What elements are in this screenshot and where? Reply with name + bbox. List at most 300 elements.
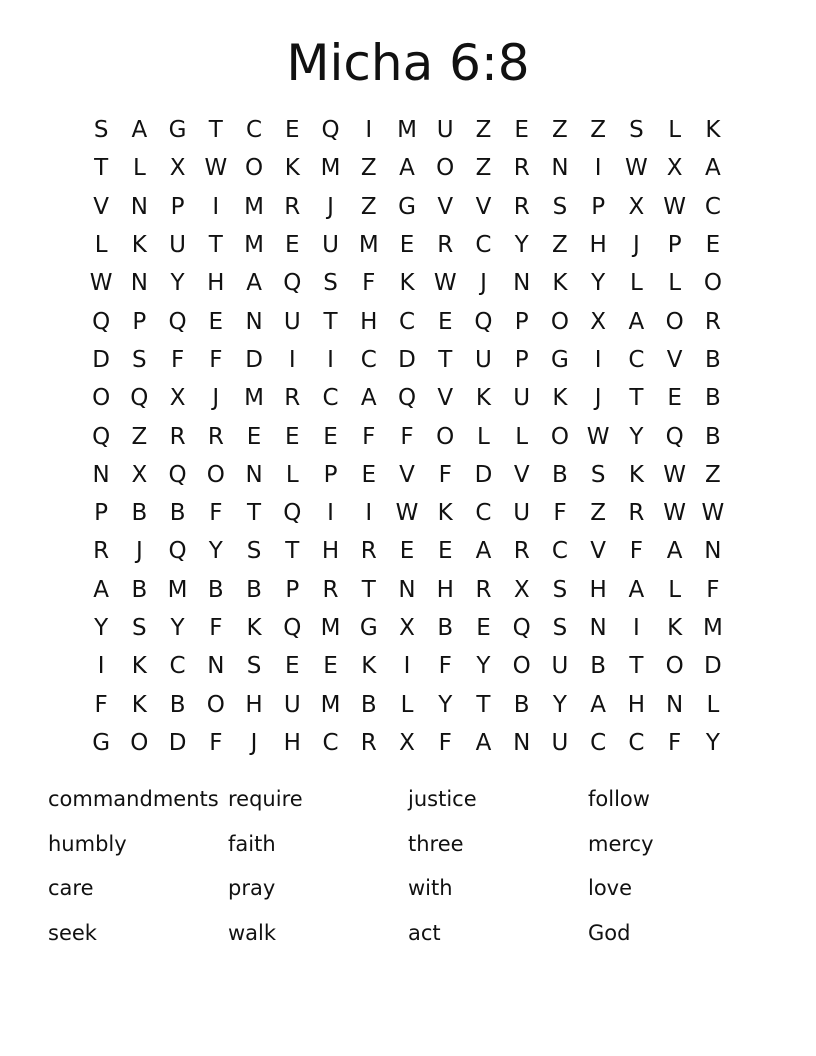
grid-letter: O: [436, 155, 455, 182]
grid-letter: K: [284, 155, 300, 182]
grid-letter: L: [400, 691, 414, 718]
grid-letter: S: [552, 576, 568, 603]
grid-letter: Q: [130, 385, 149, 412]
word-list: [48, 777, 788, 955]
letter-grid: [82, 111, 732, 762]
grid-letter: Z: [552, 232, 568, 259]
grid-letter: P: [132, 308, 147, 335]
grid-letter: M: [320, 691, 341, 718]
grid-letter: U: [475, 346, 492, 373]
grid-letter: S: [629, 117, 644, 144]
grid-letter: U: [322, 232, 339, 259]
grid-letter: R: [475, 576, 492, 603]
grid-letter: F: [209, 346, 223, 373]
grid-letter: P: [285, 576, 300, 603]
grid-letter: B: [513, 691, 530, 718]
grid-letter: E: [399, 232, 415, 259]
grid-letter: E: [323, 653, 338, 680]
grid-letter: R: [322, 576, 339, 603]
grid-row: [82, 111, 732, 149]
grid-letter: S: [93, 117, 109, 144]
grid-letter: W: [395, 500, 419, 527]
grid-letter: N: [245, 308, 263, 335]
grid-letter: L: [285, 461, 299, 488]
grid-letter: L: [706, 691, 720, 718]
grid-letter: F: [94, 691, 108, 718]
grid-letter: J: [250, 729, 258, 756]
grid-letter: J: [212, 385, 220, 412]
grid-letter: V: [93, 193, 109, 220]
grid-letter: E: [208, 308, 224, 335]
word-list-item: pray: [228, 876, 276, 901]
grid-letter: D: [704, 653, 722, 680]
grid-letter: E: [285, 423, 300, 450]
word-list-item: act: [408, 920, 441, 945]
grid-letter: F: [438, 461, 452, 488]
grid-letter: S: [552, 615, 568, 641]
grid-letter: B: [131, 500, 148, 527]
grid-letter: M: [397, 117, 417, 144]
grid-letter: P: [514, 308, 529, 335]
grid-letter: E: [437, 308, 453, 335]
grid-letter: Y: [94, 615, 109, 641]
grid-letter: K: [131, 653, 147, 680]
grid-letter: T: [438, 346, 453, 373]
word-row: [48, 911, 788, 956]
grid-letter: U: [283, 308, 301, 335]
grid-letter: E: [437, 538, 453, 565]
grid-letter: T: [629, 385, 644, 412]
grid-row: [82, 341, 732, 379]
grid-letter: H: [360, 308, 378, 335]
grid-letter: Y: [705, 729, 720, 756]
grid-letter: C: [628, 729, 645, 756]
grid-letter: R: [704, 308, 721, 335]
grid-letter: N: [398, 576, 416, 603]
grid-letter: B: [704, 385, 721, 412]
grid-letter: H: [589, 576, 607, 603]
grid-letter: X: [169, 385, 186, 412]
grid-letter: F: [400, 423, 414, 450]
grid-letter: C: [628, 346, 645, 373]
grid-letter: I: [97, 653, 105, 680]
grid-letter: G: [92, 729, 111, 756]
grid-letter: S: [246, 538, 262, 565]
word-list-item: God: [588, 920, 631, 945]
grid-letter: F: [362, 423, 376, 450]
grid-letter: A: [666, 538, 683, 565]
grid-letter: R: [360, 729, 377, 756]
grid-letter: X: [666, 155, 683, 182]
grid-letter: A: [590, 691, 607, 718]
grid-letter: Q: [283, 500, 302, 527]
grid-letter: E: [667, 385, 682, 412]
grid-letter: F: [209, 500, 223, 527]
grid-letter: Z: [475, 117, 492, 144]
grid-letter: P: [94, 500, 109, 527]
grid-letter: A: [705, 155, 721, 182]
grid-letter: O: [703, 270, 722, 297]
grid-letter: F: [170, 346, 185, 373]
grid-letter: P: [514, 346, 529, 373]
grid-letter: E: [705, 232, 721, 259]
grid-letter: E: [285, 232, 300, 259]
grid-letter: C: [322, 385, 339, 412]
grid-letter: M: [244, 193, 264, 220]
grid-letter: B: [704, 346, 721, 373]
grid-letter: A: [475, 538, 492, 565]
grid-letter: N: [92, 461, 110, 488]
grid-letter: H: [436, 576, 454, 603]
grid-letter: A: [475, 729, 492, 756]
grid-letter: A: [93, 576, 109, 603]
grid-letter: Y: [514, 232, 529, 259]
grid-letter: G: [359, 615, 378, 641]
word-row: [48, 866, 788, 911]
grid-letter: Q: [168, 461, 187, 488]
grid-letter: C: [322, 729, 339, 756]
grid-letter: G: [551, 346, 569, 373]
grid-letter: X: [169, 155, 186, 182]
grid-letter: Q: [512, 615, 531, 641]
grid-letter: H: [245, 691, 263, 718]
grid-letter: K: [361, 653, 377, 680]
grid-letter: T: [94, 155, 109, 182]
grid-letter: F: [209, 615, 223, 641]
grid-letter: D: [92, 346, 110, 373]
grid-letter: P: [591, 193, 606, 220]
grid-letter: N: [513, 270, 531, 297]
grid-letter: C: [704, 193, 721, 220]
grid-letter: C: [551, 538, 568, 565]
grid-row: [82, 647, 732, 685]
grid-row: [82, 494, 732, 532]
grid-letter: N: [245, 461, 263, 488]
grid-letter: R: [93, 538, 110, 565]
grid-letter: E: [323, 423, 338, 450]
grid-letter: H: [589, 232, 607, 259]
grid-letter: Q: [665, 423, 684, 450]
grid-letter: F: [668, 729, 682, 756]
word-list-item: faith: [228, 831, 276, 856]
grid-letter: D: [245, 346, 263, 373]
grid-letter: C: [360, 346, 377, 373]
grid-letter: R: [437, 232, 454, 259]
grid-letter: C: [169, 653, 186, 680]
grid-letter: B: [552, 461, 568, 488]
grid-letter: W: [204, 155, 228, 182]
grid-row: [82, 379, 732, 417]
grid-letter: V: [437, 385, 454, 412]
grid-letter: K: [131, 232, 147, 259]
grid-letter: T: [208, 232, 223, 259]
grid-letter: E: [399, 538, 415, 565]
grid-letter: E: [476, 615, 491, 641]
word-list-item: justice: [408, 787, 477, 812]
grid-letter: Z: [704, 461, 721, 488]
grid-letter: V: [437, 193, 454, 220]
grid-letter: Q: [168, 538, 187, 565]
grid-letter: Z: [360, 193, 377, 220]
grid-letter: C: [475, 500, 492, 527]
grid-letter: Z: [590, 117, 607, 144]
grid-letter: Q: [92, 308, 111, 335]
word-list-item: with: [408, 876, 453, 901]
grid-letter: L: [515, 423, 529, 450]
grid-letter: Y: [170, 615, 185, 641]
grid-letter: C: [398, 308, 416, 335]
grid-letter: K: [437, 500, 453, 527]
grid-letter: V: [475, 193, 492, 220]
grid-letter: U: [513, 500, 531, 527]
grid-letter: C: [246, 117, 263, 144]
grid-letter: V: [590, 538, 607, 565]
grid-letter: M: [358, 232, 379, 259]
grid-letter: B: [246, 576, 262, 603]
grid-letter: F: [553, 500, 567, 527]
grid-letter: Y: [438, 691, 453, 718]
grid-letter: U: [169, 232, 186, 259]
grid-letter: B: [704, 423, 721, 450]
grid-letter: A: [628, 308, 645, 335]
grid-letter: K: [131, 691, 147, 718]
grid-letter: I: [288, 346, 296, 373]
grid-letter: X: [628, 193, 645, 220]
grid-letter: G: [168, 117, 187, 144]
grid-letter: S: [552, 193, 568, 220]
grid-letter: J: [594, 385, 602, 412]
grid-letter: W: [663, 500, 686, 527]
grid-letter: L: [94, 232, 108, 259]
grid-letter: F: [209, 729, 223, 756]
grid-letter: X: [131, 461, 148, 488]
grid-letter: O: [206, 691, 225, 718]
grid-letter: W: [625, 155, 648, 182]
grid-letter: E: [285, 117, 300, 144]
grid-letter: V: [513, 461, 530, 488]
grid-letter: K: [552, 270, 568, 297]
grid-letter: T: [285, 538, 300, 565]
grid-letter: K: [705, 117, 721, 144]
grid-letter: V: [399, 461, 415, 488]
word-list-item: walk: [228, 920, 277, 945]
grid-letter: Z: [360, 155, 377, 182]
grid-letter: Y: [476, 653, 491, 680]
grid-letter: V: [666, 346, 683, 373]
grid-letter: T: [208, 117, 223, 144]
grid-letter: A: [246, 270, 262, 297]
grid-letter: U: [283, 691, 301, 718]
grid-letter: M: [320, 155, 341, 182]
grid-row: [82, 609, 732, 647]
grid-letter: O: [436, 423, 455, 450]
word-row: [48, 777, 788, 822]
grid-letter: C: [475, 232, 492, 259]
grid-letter: W: [663, 193, 686, 220]
grid-letter: W: [586, 423, 610, 450]
grid-letter: Q: [283, 270, 302, 297]
grid-letter: Z: [552, 117, 568, 144]
grid-letter: N: [513, 729, 531, 756]
grid-letter: X: [590, 308, 607, 335]
grid-letter: W: [663, 461, 686, 488]
word-list-item: care: [48, 876, 94, 901]
grid-letter: L: [629, 270, 643, 297]
grid-letter: B: [437, 615, 454, 641]
grid-letter: H: [627, 691, 646, 718]
grid-letter: B: [169, 500, 186, 527]
grid-letter: E: [285, 653, 300, 680]
grid-letter: M: [320, 615, 341, 641]
grid-letter: T: [361, 576, 376, 603]
grid-letter: Y: [208, 538, 223, 565]
grid-letter: O: [550, 308, 569, 335]
grid-letter: R: [513, 193, 530, 220]
grid-letter: O: [130, 729, 149, 756]
grid-letter: U: [551, 653, 569, 680]
word-list-item: love: [588, 876, 633, 901]
grid-letter: I: [212, 193, 220, 220]
grid-letter: R: [169, 423, 186, 450]
grid-row: [82, 226, 732, 264]
grid-letter: W: [89, 270, 113, 297]
word-list-item: follow: [588, 787, 650, 812]
grid-row: [82, 724, 732, 762]
grid-row: [82, 571, 732, 609]
grid-letter: Z: [131, 423, 148, 450]
grid-letter: C: [590, 729, 607, 756]
grid-letter: U: [551, 729, 569, 756]
grid-letter: R: [360, 538, 377, 565]
grid-letter: D: [398, 346, 416, 373]
grid-letter: Q: [283, 615, 302, 641]
grid-letter: H: [207, 270, 225, 297]
word-list-item: seek: [48, 920, 97, 945]
grid-letter: K: [667, 615, 683, 641]
word-list-item: humbly: [48, 831, 127, 856]
grid-letter: I: [403, 653, 411, 680]
grid-letter: T: [629, 653, 644, 680]
grid-letter: H: [283, 729, 301, 756]
grid-letter: E: [514, 117, 529, 144]
grid-letter: B: [131, 576, 148, 603]
grid-letter: Y: [591, 270, 606, 297]
grid-letter: N: [551, 155, 569, 182]
grid-letter: I: [365, 500, 373, 527]
grid-letter: Y: [170, 270, 185, 297]
grid-letter: R: [513, 155, 530, 182]
grid-row: [82, 532, 732, 570]
grid-letter: J: [633, 232, 640, 259]
grid-letter: P: [170, 193, 185, 220]
grid-letter: L: [668, 270, 682, 297]
grid-letter: W: [701, 500, 725, 527]
grid-letter: Q: [397, 385, 417, 412]
grid-row: [82, 149, 732, 187]
grid-letter: N: [130, 193, 148, 220]
grid-letter: Q: [321, 117, 340, 144]
grid-letter: A: [628, 576, 645, 603]
grid-letter: F: [706, 576, 720, 603]
grid-letter: M: [702, 615, 723, 641]
grid-letter: O: [245, 155, 264, 182]
grid-letter: Z: [475, 155, 492, 182]
grid-letter: I: [594, 155, 602, 182]
grid-letter: B: [207, 576, 224, 603]
grid-letter: O: [665, 653, 684, 680]
grid-letter: X: [399, 615, 415, 641]
grid-letter: F: [438, 653, 452, 680]
grid-row: [82, 264, 732, 302]
grid-letter: Z: [590, 500, 607, 527]
grid-letter: Y: [629, 423, 644, 450]
grid-letter: L: [132, 155, 146, 182]
grid-letter: N: [589, 615, 607, 641]
grid-letter: B: [360, 691, 377, 718]
grid-letter: L: [668, 576, 682, 603]
grid-letter: O: [512, 653, 531, 680]
grid-letter: R: [628, 500, 645, 527]
grid-letter: I: [633, 615, 640, 641]
grid-letter: U: [513, 385, 531, 412]
word-list-item: require: [228, 787, 303, 812]
grid-letter: O: [665, 308, 684, 335]
grid-letter: N: [207, 653, 225, 680]
grid-letter: A: [360, 385, 377, 412]
grid-letter: D: [474, 461, 493, 488]
grid-letter: I: [365, 117, 373, 144]
grid-letter: I: [327, 500, 334, 527]
grid-letter: Q: [92, 423, 111, 450]
grid-letter: S: [323, 270, 338, 297]
grid-row: [82, 685, 732, 723]
grid-letter: K: [246, 615, 262, 641]
grid-letter: L: [668, 117, 682, 144]
grid-letter: I: [594, 346, 602, 373]
grid-letter: F: [629, 538, 644, 565]
grid-letter: P: [667, 232, 682, 259]
grid-letter: O: [92, 385, 111, 412]
word-list-item: mercy: [588, 831, 654, 856]
grid-letter: N: [130, 270, 148, 297]
grid-letter: K: [628, 461, 644, 488]
grid-letter: G: [398, 193, 416, 220]
grid-letter: F: [438, 729, 452, 756]
grid-letter: P: [323, 461, 338, 488]
grid-letter: E: [361, 461, 377, 488]
grid-letter: F: [362, 270, 376, 297]
grid-letter: K: [475, 385, 491, 412]
grid-letter: L: [477, 423, 490, 450]
grid-letter: Q: [168, 308, 187, 335]
grid-letter: O: [206, 461, 225, 488]
grid-letter: T: [247, 500, 262, 527]
grid-letter: R: [284, 193, 301, 220]
grid-row: [82, 417, 732, 455]
grid-letter: B: [590, 653, 607, 680]
grid-row: [82, 456, 732, 494]
grid-letter: S: [132, 615, 147, 641]
grid-row: [82, 188, 732, 226]
word-list-item: three: [408, 831, 464, 856]
grid-letter: N: [666, 691, 684, 718]
page-title: Micha 6:8: [286, 34, 530, 92]
grid-letter: E: [246, 423, 262, 450]
grid-letter: Q: [474, 308, 493, 335]
grid-letter: M: [167, 576, 188, 603]
grid-letter: R: [513, 538, 530, 565]
grid-letter: N: [704, 538, 722, 565]
